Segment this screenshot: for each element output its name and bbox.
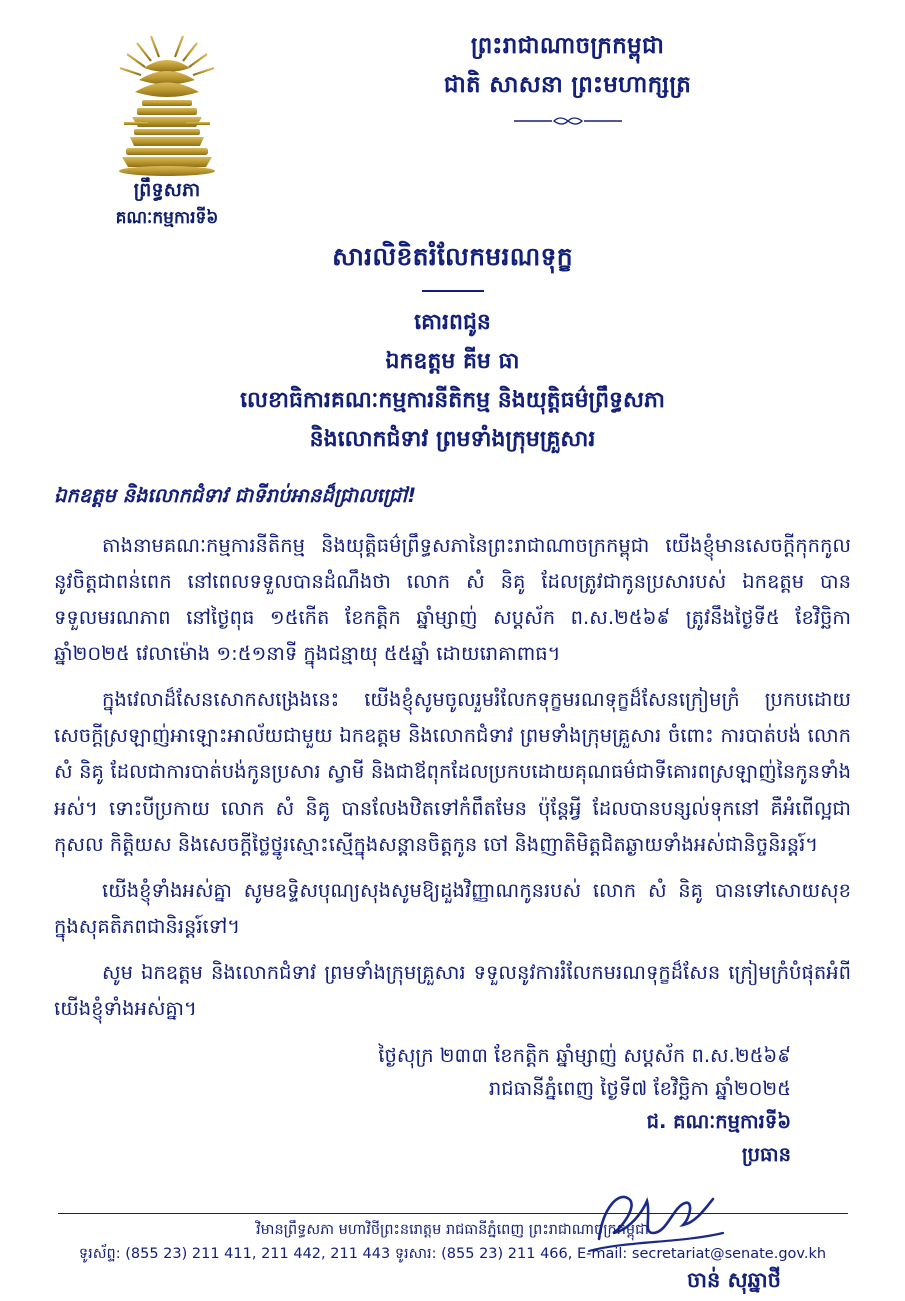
title-underline xyxy=(422,290,484,292)
kingdom-heading xyxy=(284,32,851,128)
signer-name: ចាន់ សុឆ្នាថី xyxy=(687,1268,781,1293)
recipient-family: និងលោកជំទាវ ព្រមទាំងក្រុមគ្រួសារ xyxy=(309,427,596,452)
committee-name: គណៈកម្មការទី៦ xyxy=(115,208,219,228)
place-and-date: រាជធានីភ្នំពេញ ថ្ងៃទី៧ ខែវិច្ឆិកា ឆ្នាំ២០២៥ xyxy=(488,1077,791,1101)
page-title: សារលិខិតរំលែកមរណទុក្ខ xyxy=(332,242,573,271)
body-paragraph: ក្នុងវេលាដ៏សែនសោកសង្រេងនេះ យើងខ្ញុំសូមចូលរួមរំលែកទុក្ខមរណទុក្ខដ៏សែនក្រៀមក្រំ ប្រកបដោយ សេចក្តីស្រឡាញ់អាឡោះអាល័យជាមួយ ឯកឧត្តម និងលោកជំទាវ ព្រមទាំងក្រុមគ្រួសារ ចំពោះ ការបាត់បង់ លោក សំ និគូ ដែលជាការបាត់បង់កូនប្រសារ ស្វាមី និងជាឪពុកដែលប្រកបដោយគុណធម៌ជាទីគោរពស្រឡាញ់នៃកូនទាំងអស់។ ទោះបីប្រកាយ លោក សំ និគូ បានលែងឋិតទៅកំពឹតមែន ប៉ុន្តែអ្វី ដែលបានបន្សល់ទុកនៅ គឺអំពើល្អជាកុសល កិត្តិយស និងសេចក្តីថ្លៃថ្នូរស្មោះស្មើក្នុងសន្តានចិត្តកូន ចៅ និងញាតិមិត្តជិតឆ្ងាយទាំងអស់ជានិច្ចនិរន្តរ៍។ xyxy=(54,688,851,856)
body-paragraph: យើងខ្ញុំទាំងអស់គ្នា សូមឧទ្ទិសបុណ្យសុងសូមឱ្យដួងវិញ្ញាណកូនរបស់ លោក សំ និគូ បានទៅសោយសុខ ក្នុងសុគតិភពជានិរន្តរ៍ទៅ។ xyxy=(54,878,851,938)
senate-emblem-block xyxy=(72,26,262,232)
title-block xyxy=(54,242,851,456)
closing-block xyxy=(54,1039,851,1172)
salutation: ឯកឧត្តម និងលោកជំទាវ ជាទីរាប់អានដ៏ជ្រាលជ្រៅ! xyxy=(54,484,417,507)
body-paragraph: សូម ឯកឧត្តម និងលោកជំទាវ ព្រមទាំងក្រុមគ្រួសារ ទទួលនូវការរំលែកមរណទុក្ខដ៏សែន ក្រៀមក្រំបំផុតអំពីយើងខ្ញុំទាំងអស់គ្នា។ xyxy=(54,960,851,1020)
decorative-divider-icon xyxy=(508,114,628,128)
recipient-name: ឯកឧត្តម គីម ធា xyxy=(385,349,520,374)
addressee-label: គោរពជូន xyxy=(414,310,491,335)
kingdom-line-1: ព្រះរាជាណាចក្រកម្ពុជា xyxy=(470,33,665,59)
document-body xyxy=(54,478,851,1027)
recipient-title: លេខាធិការគណៈកម្មការនីតិកម្ម និងយុត្តិធម៌ព្រឹទ្ធសភា xyxy=(240,388,665,413)
footer-address: វិមានព្រឹទ្ធសភា មហាវិថីព្រះនរោត្តម រាជធានីភ្នំពេញ ព្រះរាជាណាចក្រកម្ពុជា xyxy=(256,1222,649,1238)
kingdom-line-2: ជាតិ សាសនា ព្រះមហាក្សត្រ xyxy=(443,72,692,98)
body-paragraph: តាងនាមគណៈកម្មការនីតិកម្ម និងយុត្តិធម៌ព្រឹទ្ធសភានៃព្រះរាជាណាចក្រកម្ពុជា យើងខ្ញុំមានសេចក្តីកុកកូល នូវចិត្តជាពន់ពេក នៅពេលទទួលបានដំណឹងថា លោក សំ និគូ ដែលត្រូវជាកូនប្រសារបស់ ឯកឧត្តម បានទទួលមរណភាព នៅថ្ងៃពុធ ១៥កើត ខែកត្តិក ឆ្នាំម្សាញ់ សប្ដស័ក ព.ស.២៥៦៩ ត្រូវនឹងថ្ងៃទី៥ ខែវិច្ឆិកា ឆ្នាំ២០២៥ វេលាម៉ោង ១:៥១នាទី ក្នុងជន្មាយុ ៥៥ឆ្នាំ ដោយរោគាពាធ។ xyxy=(54,534,851,666)
footer-contact: ទូរស័ព្ទ: (855 23) 211 411, 211 442, 211 443 ទូរសារ: (855 23) 211 466, E-mail: secretariat@senate.gov.kh xyxy=(78,1246,827,1262)
khmer-date: ថ្ងៃសុក្រ ២៣៣ ខែកត្តិក ឆ្នាំម្សាញ់ សប្ដស័ក ព.ស.២៥៦៩ xyxy=(378,1043,791,1067)
signer-role: ប្រធាន xyxy=(741,1143,791,1167)
document-header xyxy=(54,18,851,228)
footer-divider xyxy=(58,1213,848,1214)
document-footer xyxy=(0,1213,905,1266)
royal-emblem-icon xyxy=(104,26,230,176)
signing-office: ជ. គណៈកម្មការទី៦ xyxy=(646,1110,791,1134)
senate-name: ព្រឹទ្ធសភា xyxy=(133,179,201,201)
